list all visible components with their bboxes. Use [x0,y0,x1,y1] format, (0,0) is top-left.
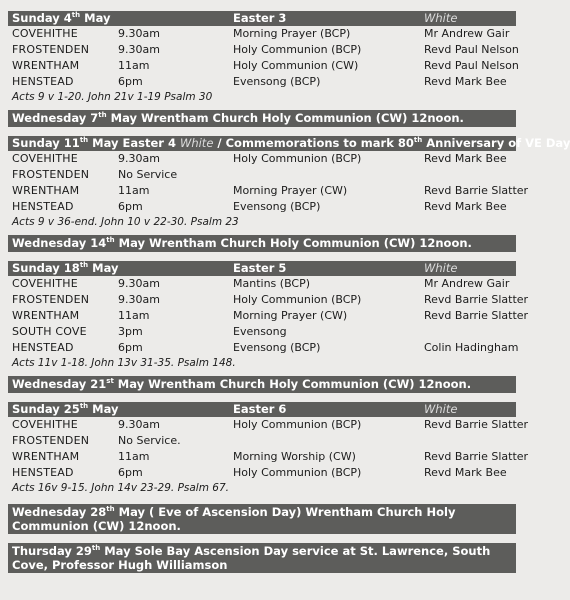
season-label: Easter 6 [233,402,287,416]
sunday-header [8,261,516,276]
readings: Acts 16v 9-15. John 14v 23-29. Psalm 67. [12,482,229,494]
service-row: HENSTEAD 6pm Holy Communion (BCP) Revd Mark Bee [12,466,507,479]
service-row: WRENTHAM 11am Holy Communion (CW) Revd Paul Nelson [12,59,519,72]
service-row: FROSTENDEN No Service [12,168,178,181]
wednesday-band: Wednesday 14th May Wrentham Church Holy Communion (CW) 12noon. [8,235,516,252]
season-label: Easter 3 [233,11,287,25]
sunday-date: Sunday 25th May [12,402,119,416]
service-row: HENSTEAD 6pm Evensong (BCP) Revd Mark Bee [12,75,507,88]
service-row: COVEHITHE 9.30am Morning Prayer (BCP) Mr Andrew Gair [12,27,510,40]
readings: Acts 9 v 1-20. John 21v 1-19 Psalm 30 [12,91,213,103]
wednesday-band: Wednesday 7th May Wrentham Church Holy Communion (CW) 12noon. [8,110,516,127]
liturgical-color: White [179,136,214,150]
service-row: WRENTHAM 11am Morning Prayer (CW) Revd Barrie Slatter [12,184,529,197]
service-row: COVEHITHE 9.30am Holy Communion (BCP) Revd Barrie Slatter [12,418,529,431]
service-row: FROSTENDEN 9.30am Holy Communion (BCP) Revd Paul Nelson [12,43,519,56]
readings: Acts 11v 1-18. John 13v 31-35. Psalm 148. [12,357,236,369]
service-row: WRENTHAM 11am Morning Prayer (CW) Revd Barrie Slatter [12,309,529,322]
service-row: FROSTENDEN No Service. [12,434,181,447]
service-row: HENSTEAD 6pm Evensong (BCP) Colin Hadingham [12,341,519,354]
service-row: COVEHITHE 9.30am Holy Communion (BCP) Revd Mark Bee [12,152,507,165]
wednesday-band: Wednesday 28th May ( Eve of Ascension Day) Wrentham Church Holy Communion (CW) 12noon. [8,504,516,534]
service-row: HENSTEAD 6pm Evensong (BCP) Revd Mark Bee [12,200,507,213]
service-row: FROSTENDEN 9.30am Holy Communion (BCP) Revd Barrie Slatter [12,293,529,306]
wednesday-band: Wednesday 21st May Wrentham Church Holy Communion (CW) 12noon. [8,376,516,393]
sunday-header [8,136,570,151]
sunday-header [8,11,516,26]
service-row: WRENTHAM 11am Morning Worship (CW) Revd Barrie Slatter [12,450,529,463]
service-schedule [8,11,570,573]
sunday-date: Sunday 11th May Easter 4 White / Commemorations to mark 80th Anniversary of VE Day [12,136,570,150]
sunday-date: Sunday 18th May [12,261,119,275]
season-label: Easter 5 [233,261,287,275]
sunday-date: Sunday 4th May [12,11,111,25]
thursday-band: Thursday 29th May Sole Bay Ascension Day service at St. Lawrence, South Cove, Professor Hugh Williamson [8,543,516,573]
service-row: SOUTH COVE 3pm Evensong [12,325,287,338]
liturgical-color: White [424,261,458,275]
liturgical-color: White [424,11,458,25]
service-row: COVEHITHE 9.30am Mantins (BCP) Mr Andrew Gair [12,277,510,290]
readings: Acts 9 v 36-end. John 10 v 22-30. Psalm 23 [12,216,239,228]
sunday-header [8,402,516,417]
liturgical-color: White [424,402,458,416]
